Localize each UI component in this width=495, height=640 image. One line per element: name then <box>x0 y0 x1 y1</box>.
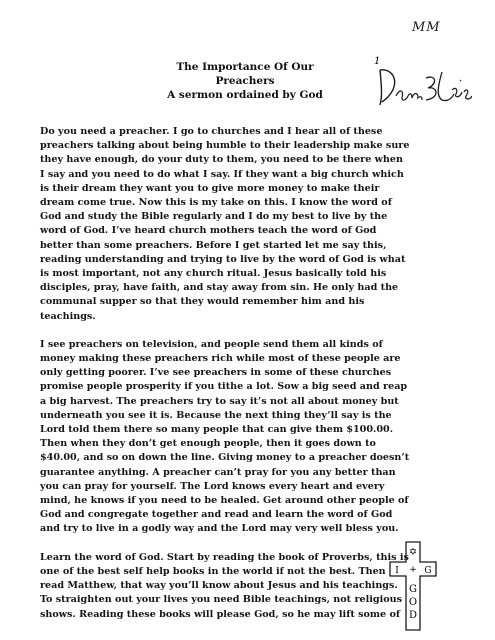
cross-letter: G <box>409 584 417 595</box>
paragraph-3: Learn the word of God. Start by reading the book of Proverbs, this is one of the best self help books in the world if not the best. Then read Matthew, that way you’ll know about Jesus and his teachings. To straighten out your lives you need Bible teachings, not religious shows. Reading these books will please God, so he may lift some of <box>40 551 409 620</box>
paragraph-1: Do you need a preacher. I go to churches and I hear all of these preachers talking about being humble to their leadership make sure they have enough, do your duty to them, you need to be there when I say and you need to do what I say. If they want a big church which is their dream they want you to give more money to make their dream come true. Now this is my take on this. I know the word of God and study the Bible regularly and I do my best to live by the word of God. I’ve heard church mothers teach the word of God better than some preachers. Before I get started let me say this, reading understanding and trying to live by the word of God is what is most important, not any church ritual. Jesus basically told his disciples, pray, have faith, and stay away from sin. He only had the communal supper so that they would remember him and his teachings. <box>40 126 410 322</box>
cross-left-letter: I <box>395 566 399 576</box>
cross-plus-mark: + <box>409 565 417 575</box>
cross-letter: D <box>408 610 418 621</box>
cross-vertical-text <box>409 584 417 621</box>
handwritten-initials: MM <box>412 20 441 35</box>
cross-letter: O <box>408 597 418 608</box>
title-line-2: Preachers <box>215 75 275 87</box>
paragraph-2: I see preachers on television, and people send them all kinds of money making these preachers rich while most of these people are only getting poorer. I’ve see preachers in some of these churches promise people prosperity if you tithe a lot. Sow a big seed and reap a big harvest. The preachers try to say it’s not all about money but underneath you see it is. Because the next thing they’ll say is the Lord told them there so many people that can give them $100.00. Then when they don’t get enough people, then it goes down to $40.00, and so on down the line. Giving money to a preacher doesn’t guarantee anything. A preacher can’t pray for you any better than you can pray for yourself. The Lord knows every heart and every mind, he knows if you need to be healed. Get around other people of God and congregate together and read and learn the word of God and try to live in a godly way and the Lord may very well bless you. <box>40 338 410 535</box>
signature-page-number: 1 <box>374 56 381 67</box>
signature <box>372 50 472 110</box>
hand-drawn-cross <box>388 540 438 632</box>
title-line-1: The Importance Of Our <box>176 61 314 73</box>
document-header <box>150 60 340 102</box>
cross-right-letter: G <box>424 566 432 576</box>
star-of-david-icon: ✡ <box>408 547 418 558</box>
sermon-body <box>40 125 410 636</box>
subtitle: A sermon ordained by God <box>167 89 323 101</box>
